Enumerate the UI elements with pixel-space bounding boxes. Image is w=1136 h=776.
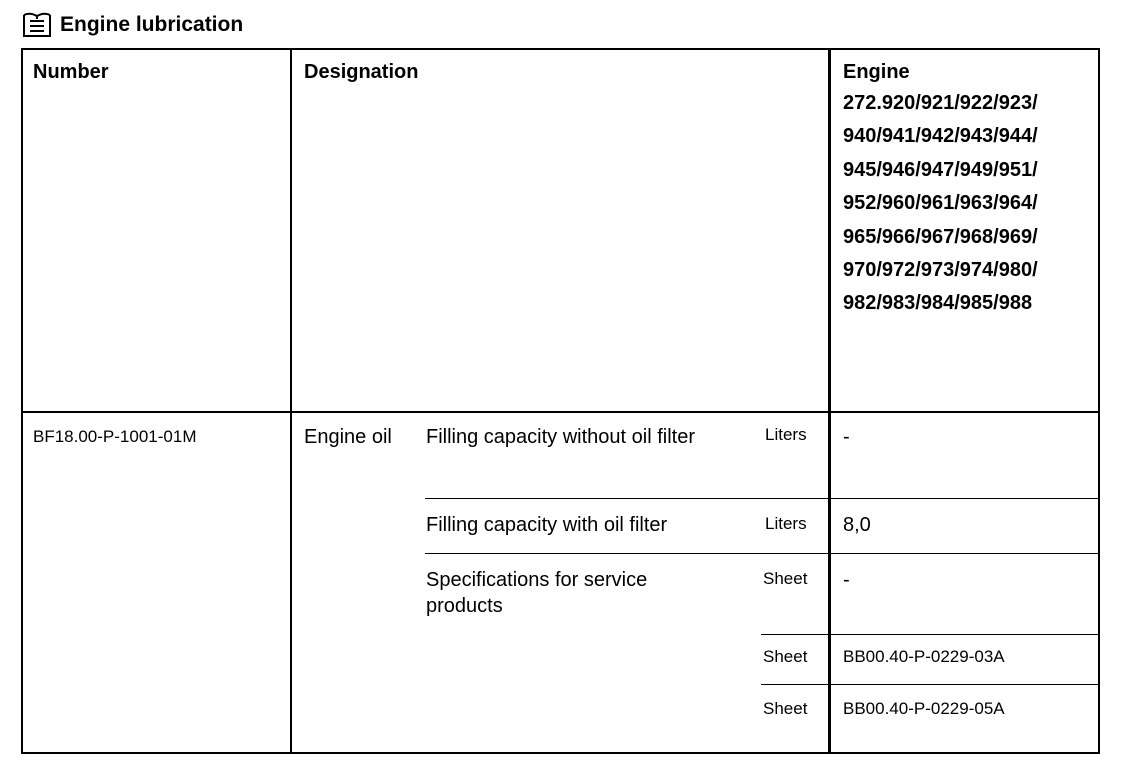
row-value: BB00.40-P-0229-03A	[843, 647, 1005, 666]
engine-code-line: 945/946/947/949/951/	[843, 158, 1038, 181]
header-engine: Engine	[843, 61, 910, 83]
engine-lubrication-table	[21, 48, 1100, 754]
header-number: Number	[33, 61, 109, 83]
engine-code-list	[843, 87, 1038, 321]
engine-code-line: 965/966/967/968/969/	[843, 225, 1038, 248]
engine-code-line: 952/960/961/963/964/	[843, 192, 1038, 215]
table-border-left	[21, 48, 23, 754]
manual-book-icon	[22, 11, 52, 39]
table-border-right	[1098, 48, 1100, 754]
table-border-top	[21, 48, 1100, 50]
header-designation: Designation	[304, 61, 419, 83]
row-value: 8,0	[843, 514, 871, 536]
row-divider-3	[761, 634, 1100, 635]
row-unit: Liters	[765, 514, 807, 533]
column-divider-number	[290, 48, 292, 754]
page-title: Engine lubrication	[60, 13, 244, 36]
row-unit: Sheet	[763, 699, 808, 718]
page-header	[22, 8, 243, 42]
row-divider-1	[425, 498, 1100, 499]
engine-code-line: 272.920/921/922/923/	[843, 92, 1038, 114]
row-unit: Sheet	[763, 647, 808, 666]
row-label-line: Specifications for service	[426, 569, 648, 591]
row-divider-2	[425, 553, 1100, 554]
row-label: Filling capacity without oil filter	[426, 426, 695, 448]
row-label-line: products	[426, 595, 503, 617]
row-divider-4	[761, 684, 1100, 685]
document-number: BF18.00-P-1001-01M	[33, 427, 197, 446]
designation-engine-oil: Engine oil	[304, 426, 392, 448]
row-value: BB00.40-P-0229-05A	[843, 699, 1005, 718]
engine-code-line: 982/983/984/985/988	[843, 292, 1033, 315]
row-label: Filling capacity with oil filter	[426, 514, 668, 536]
row-value: -	[843, 569, 850, 591]
column-divider-engine	[828, 48, 831, 754]
table-border-bottom	[21, 752, 1100, 754]
header-divider	[21, 411, 1100, 413]
engine-code-line: 940/941/942/943/944/	[843, 125, 1038, 148]
row-value: -	[843, 426, 850, 448]
row-unit: Sheet	[763, 569, 808, 588]
row-unit: Liters	[765, 425, 807, 444]
engine-code-line: 970/972/973/974/980/	[843, 259, 1038, 282]
